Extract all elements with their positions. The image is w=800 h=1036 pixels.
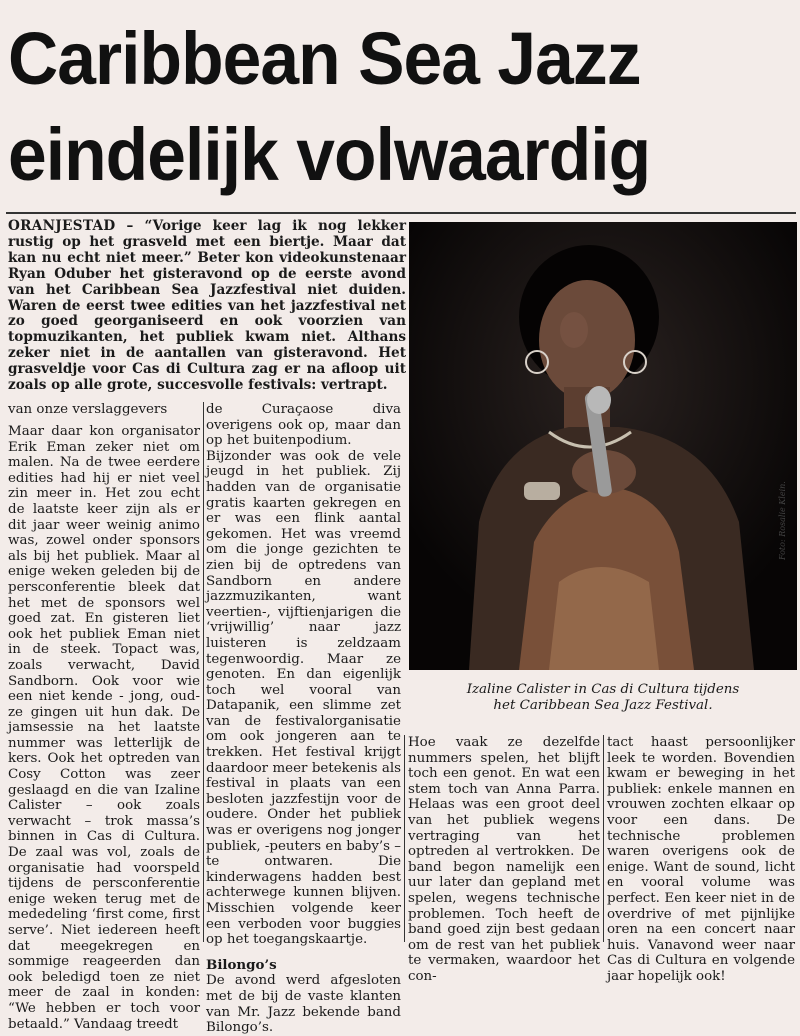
article-column-4	[607, 735, 795, 985]
column-divider	[603, 735, 604, 942]
lead-paragraph	[8, 219, 406, 394]
column-divider	[404, 735, 405, 942]
article-column-2	[206, 402, 401, 1036]
headline-line-1: Caribbean Sea Jazz	[8, 17, 641, 100]
caption-line-1: Izaline Calister in Cas di Cultura tijdens	[466, 682, 740, 697]
headline	[0, 0, 800, 206]
column-3-text: Hoe vaak ze dezelfde nummers spelen, het blijft toch een genot. En wat een stem toch van Anna Parra. Helaas was een groot deel van het publiek wegens vertraging van het optreden al vertrokken. De band begon namelijk een uur later dan gepland met spelen, wegens technische problemen. Toch heeft de band goed zijn best gedaan om de rest van het publiek te vermaken, waardoor het con-	[408, 735, 600, 984]
subheading: Bilongo’s	[206, 956, 277, 973]
headline-rule	[6, 212, 796, 214]
article-column-3	[408, 735, 600, 985]
column-2-paragraph-2: Bijzonder was ook de vele jeugd in het publiek. Zij hadden van de organisatie gratis kaarten gekregen en er was een flink aantal gekomen. Het was vreemd om die jonge gezichten te zien bij de optredens van Sandborn en andere jazzmuzikanten, want veertien-, vijftienjarigen die ‘vrijwillig’ naar jazz luisteren is zeldzaam tegenwoordig. Maar ze genoten. En dan eigenlijk toch wel vooral van Datapanik, een slimme zet van de festivalorganisatie om ook jongeren aan te trekken. Het festival krijgt daardoor meer betekenis als festival in plaats van een besloten jazzfestijn voor de oudere. Onder het publiek was er overigens nog jonger publiek, -peuters en baby’s – te ontwaren. Die kinderwagens hadden best achterwege kunnen blijven. Misschien volgende keer een verboden voor buggies op het toegangskaartje.	[206, 448, 401, 948]
article-photo	[409, 222, 797, 670]
headline-line-2: eindelijk volwaardig	[8, 113, 651, 196]
article-column-1	[8, 424, 200, 1032]
column-1-text: Maar daar kon organisator Erik Eman zeker niet om malen. Na de twee eerdere edities had hij er niet veel zin meer in. Het zou echt de laatste keer zijn als er dit jaar weer weinig animo was, zowel onder sponsors als bij het publiek. Maar al enige weken geleden bij de persconferentie bleek dat het met de sponsors wel goed zat. En gisteren liet ook het publiek Eman niet in de steek. Topact was, zoals verwacht, David Sandborn. Ook voor wie een niet kende - jong, oud- ze gingen uit hun dak. De jamsessie na het laatste nummer was letterlijk de kers. Ook het optreden van Cosy Cotton was zeer geslaagd en die van Izaline Calister – ook zoals verwacht – trok massa’s binnen in Cas di Cultura. De zaal was vol, zoals de organisatie had voorspeld tijdens de persconferentie enige weken terug met de mededeling ‘first come, first serve’. Niet iedereen heeft dat meegekregen en sommige reageerden dan ook beledigd toen ze niet meer de zaal in konden: “We hebben er toch voor betaald.” Vandaag treedt	[8, 424, 201, 1032]
column-4-text: tact haast persoonlijker leek te worden. Bovendien kwam er beweging in het publiek: enkele mannen en vrouwen zochten elkaar op voor een dans. De technische problemen waren overigens ook de enige. Want de sound, licht en vooral volume was perfect. Een keer niet in de overdrive of met pijnlijke oren na een concert naar huis. Vanavond weer naar Cas di Cultura en volgende jaar hopelijk ook!	[607, 735, 795, 984]
dateline: ORANJESTAD	[8, 218, 116, 234]
column-divider	[203, 402, 204, 942]
lead-text: – “Vorige keer lag ik nog lekker rustig op het grasveld met een biertje. Maar dat kan nu echt niet meer.” Beter kon videokunstenaar Ryan Oduber het gisteravond op de eerste avond van het Caribbean Sea Jazzfestival niet duiden. Waren de eerst twee edities van het jazzfestival net zo goed georganiseerd en ook voorzien van topmuzikanten, het publiek kwam niet. Althans zeker niet in de aantallen van gisteravond. Het grasveldje voor Cas di Cultura zag er na afloop uit zoals op alle grote, succesvolle festivals: vertrapt.	[8, 218, 406, 394]
column-2-paragraph-3: De avond werd afgesloten met de bij de vaste klanten van Mr. Jazz bekende band Bilongo’s.	[206, 973, 401, 1036]
singer-photo-illustration	[409, 222, 797, 670]
column-2-paragraph-1: de Curaçaose diva overigens ook op, maar dan op het buitenpodium.	[206, 402, 401, 449]
photo-credit: Foto: Rosalie Klein.	[778, 481, 787, 560]
caption-line-2: het Caribbean Sea Jazz Festival.	[493, 698, 713, 713]
byline: van onze verslaggevers	[8, 402, 168, 417]
photo-caption	[409, 682, 797, 714]
